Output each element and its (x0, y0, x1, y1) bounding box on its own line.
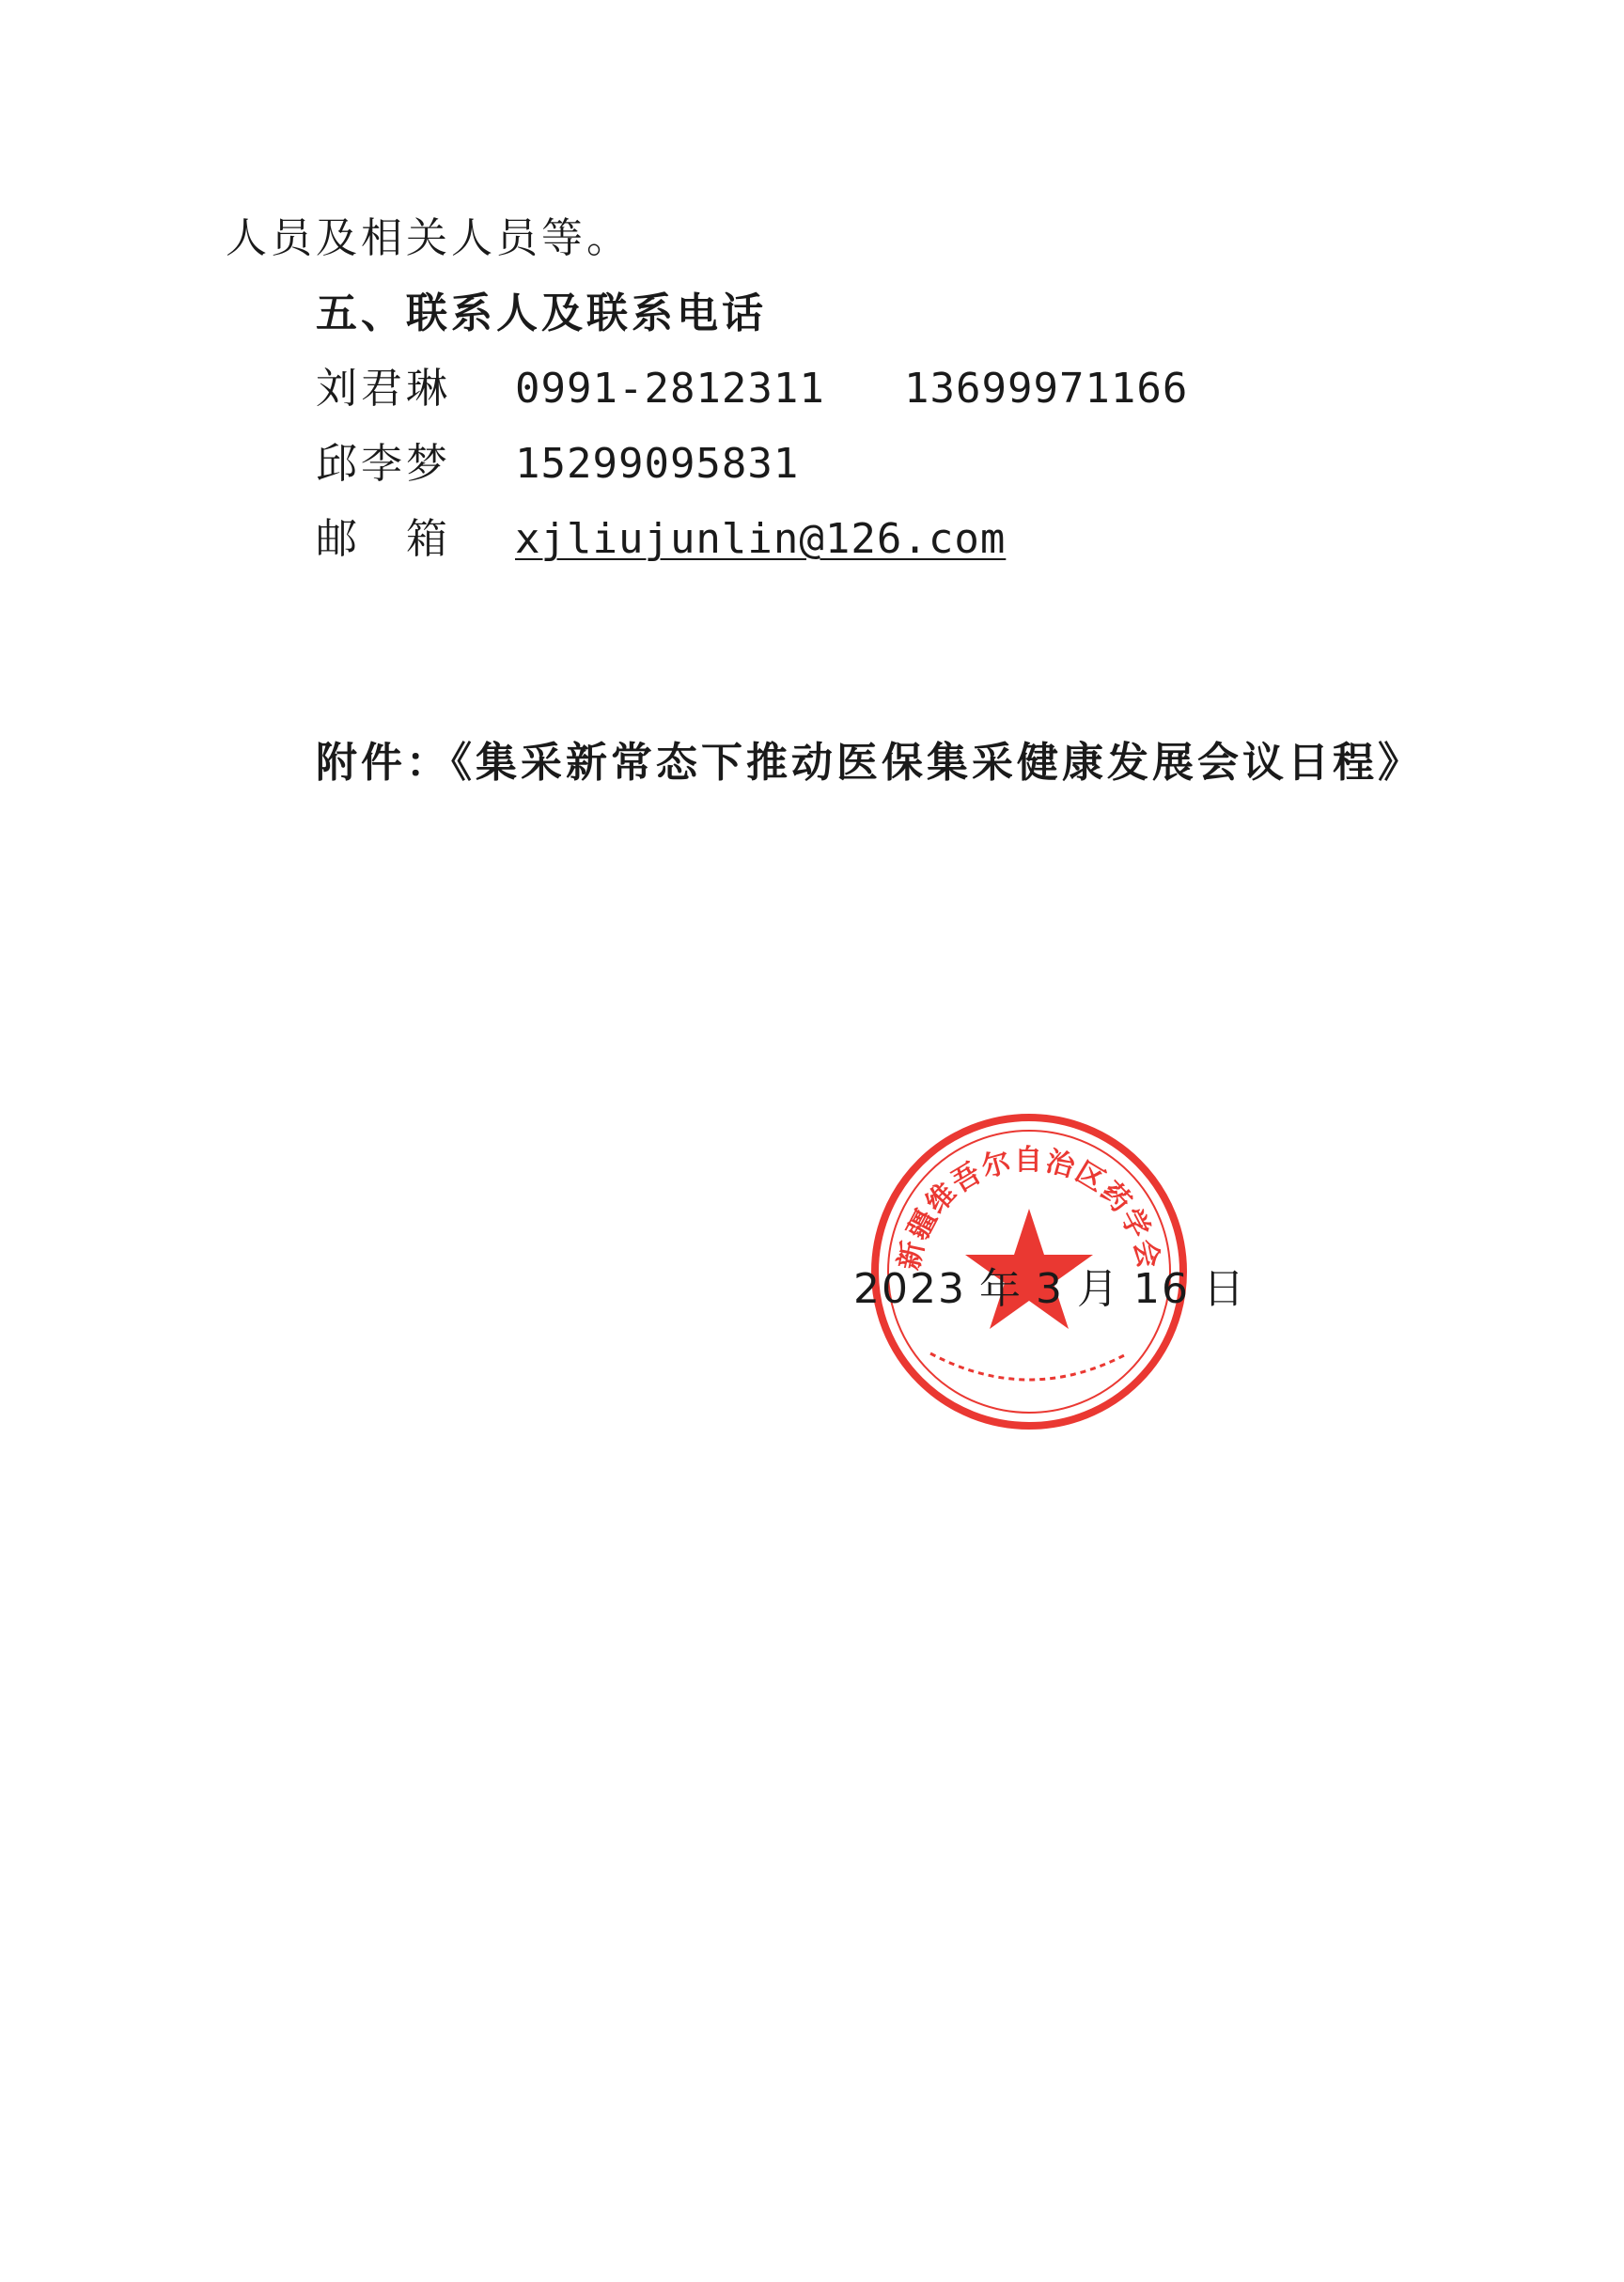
seal-text: 新疆维吾尔自治区药学会 (892, 1144, 1166, 1274)
issue-date (853, 1263, 1246, 1316)
contact-phone: 15299095831 (515, 440, 800, 488)
date-day: 16 (1132, 1265, 1190, 1313)
contact-phone: 0991-2812311 (515, 365, 825, 413)
seal-bottom-script (930, 1353, 1128, 1380)
email-link[interactable]: xjliujunlin@126.com (515, 515, 1007, 563)
date-year-unit: 年 (978, 1265, 1023, 1313)
email-label: 邮 箱 (316, 515, 451, 563)
date-year: 2023 (853, 1265, 966, 1313)
attachment-note: 附件：《集采新常态下推动医保集采健康发展会议日程》 (316, 739, 1423, 787)
continuation-line: 人员及相关人员等。 (226, 214, 632, 262)
contact-name: 邱李梦 (316, 440, 451, 488)
date-month: 3 (1035, 1265, 1064, 1313)
date-month-unit: 月 (1076, 1265, 1120, 1313)
date-day-unit: 日 (1202, 1265, 1246, 1313)
contact-name: 刘君琳 (316, 365, 451, 413)
contact-mobile: 13699971166 (904, 365, 1189, 413)
section-heading: 五、联系人及联系电话 (316, 289, 767, 337)
